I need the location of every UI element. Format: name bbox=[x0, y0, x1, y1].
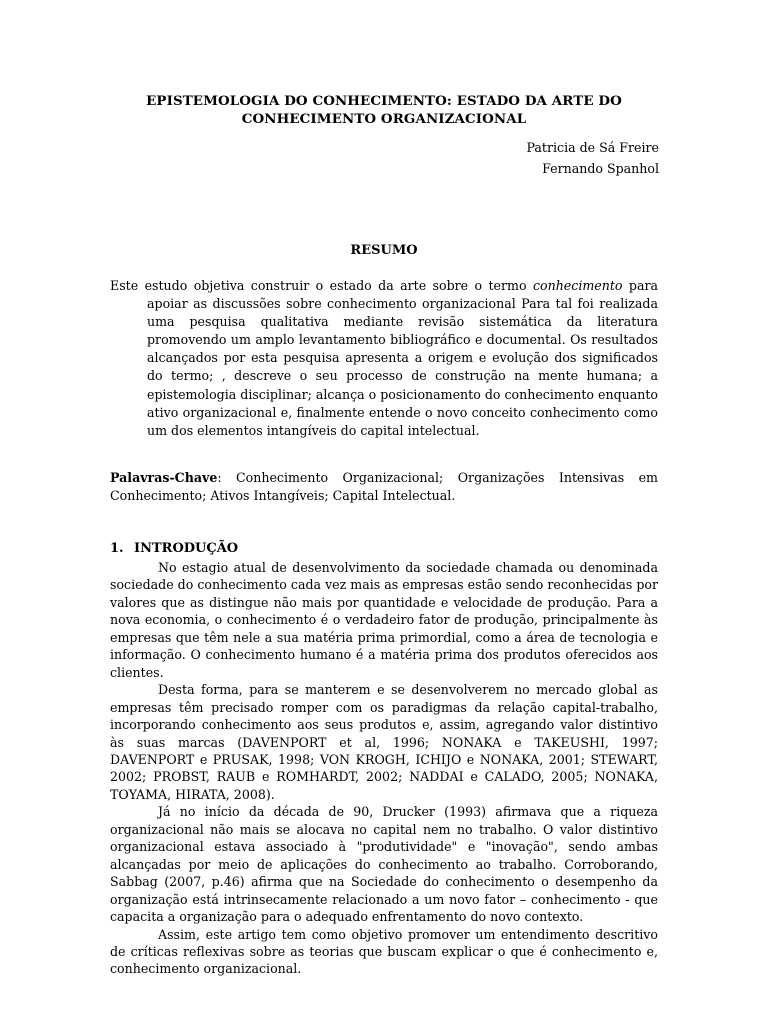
abstract-heading: RESUMO bbox=[350, 243, 418, 258]
abstract-paragraph bbox=[110, 277, 658, 440]
keywords-paragraph bbox=[110, 469, 658, 505]
abstract-text-start: Este estudo objetiva construir o estado da arte sobre o termo bbox=[110, 278, 533, 293]
paper-title bbox=[110, 92, 658, 128]
abstract-emphasis: conhecimento bbox=[532, 278, 623, 293]
body-paragraph-4: Assim, este artigo tem como objetivo promover um entendimento descritivo de críticas reflexivas sobre as teorias que buscam explicar o que é conhecimento e, conhecimento organizacional. bbox=[110, 926, 658, 977]
body-paragraph-2: Desta forma, para se manterem e se desenvolverem no mercado global as empresas têm precisado romper com os paradigmas da relação capital-trabalho, incorporando conhecimento aos seus produtos e, assim, agregando valor distintivo às suas marcas (DAVENPORT et al, 1996; NONAKA e TAKEUSHI, 1997; DAVENPORT e PRUSAK, 1998; VON KROGH, ICHIJO e NONAKA, 2001; STEWART, 2002; PROBST, RAUB e ROMHARDT, 2002; NADDAI e CALADO, 2005; NONAKA, TOYAMA, HIRATA, 2008). bbox=[110, 682, 658, 802]
body-paragraph-1: No estagio atual de desenvolvimento da sociedade chamada ou denominada sociedade do conhecimento cada vez mais as empresas estão sendo reconhecidas por valores que as distingue não mais por quantidade e velocidade de produção. Para a nova economia, o conhecimento é o verdadeiro fator de produção, principalmente às empresas que têm nele a sua matéria prima primordial, como a área de tecnologia e informação. O conhecimento humano é a matéria prima dos produtos oferecidos aos clientes. bbox=[110, 560, 658, 680]
author-2: Fernando Spanhol bbox=[542, 161, 659, 176]
section-number: 1. bbox=[110, 541, 124, 556]
section-body bbox=[110, 559, 658, 978]
body-paragraph-3: Já no início da década de 90, Drucker (1993) afirmava que a riqueza organizacional não mais se alocava no capital nem no trabalho. O valor distintivo organizacional estava associado à "produtividade" e "inovação", sendo ambas alcançadas por meio de aplicações do conhecimento ao trabalho. Corroborando, Sabbag (2007, p.46) afirma que na Sociedade do conhecimento o desempenho da organização está intrinsecamente relacionado a um novo fator – conhecimento - que capacita a organização para o adequado enfrentamento do novo contexto. bbox=[110, 804, 658, 925]
keywords-label: Palavras-Chave bbox=[110, 470, 218, 485]
section-heading bbox=[110, 540, 238, 558]
keywords-text: : Conhecimento Organizacional; Organizações Intensivas em Conhecimento; Ativos Intangíveis; Capital Intelectual. bbox=[110, 470, 658, 503]
title-line-1: EPISTEMOLOGIA DO CONHECIMENTO: ESTADO DA ARTE DO bbox=[146, 93, 622, 109]
title-line-2: CONHECIMENTO ORGANIZACIONAL bbox=[241, 111, 527, 127]
author-1: Patricia de Sá Freire bbox=[526, 140, 659, 155]
abstract-text-end: para apoiar as discussões sobre conhecimento organizacional Para tal foi realizada uma pesquisa qualitativa mediante revisão sistemática da literatura promovendo um amplo levantamento bibliográfico e documental. Os resultados alcançados por esta pesquisa apresenta a origem e evolução dos significados do termo; , descreve o seu processo de construção na mente humana; a epistemologia disciplinar; alcança o posicionamento do conhecimento enquanto ativo organizacional e, finalmente entende o novo conceito conhecimento como um dos elementos intangíveis do capital intelectual. bbox=[147, 278, 659, 438]
section-title: INTRODUÇÃO bbox=[134, 541, 239, 556]
